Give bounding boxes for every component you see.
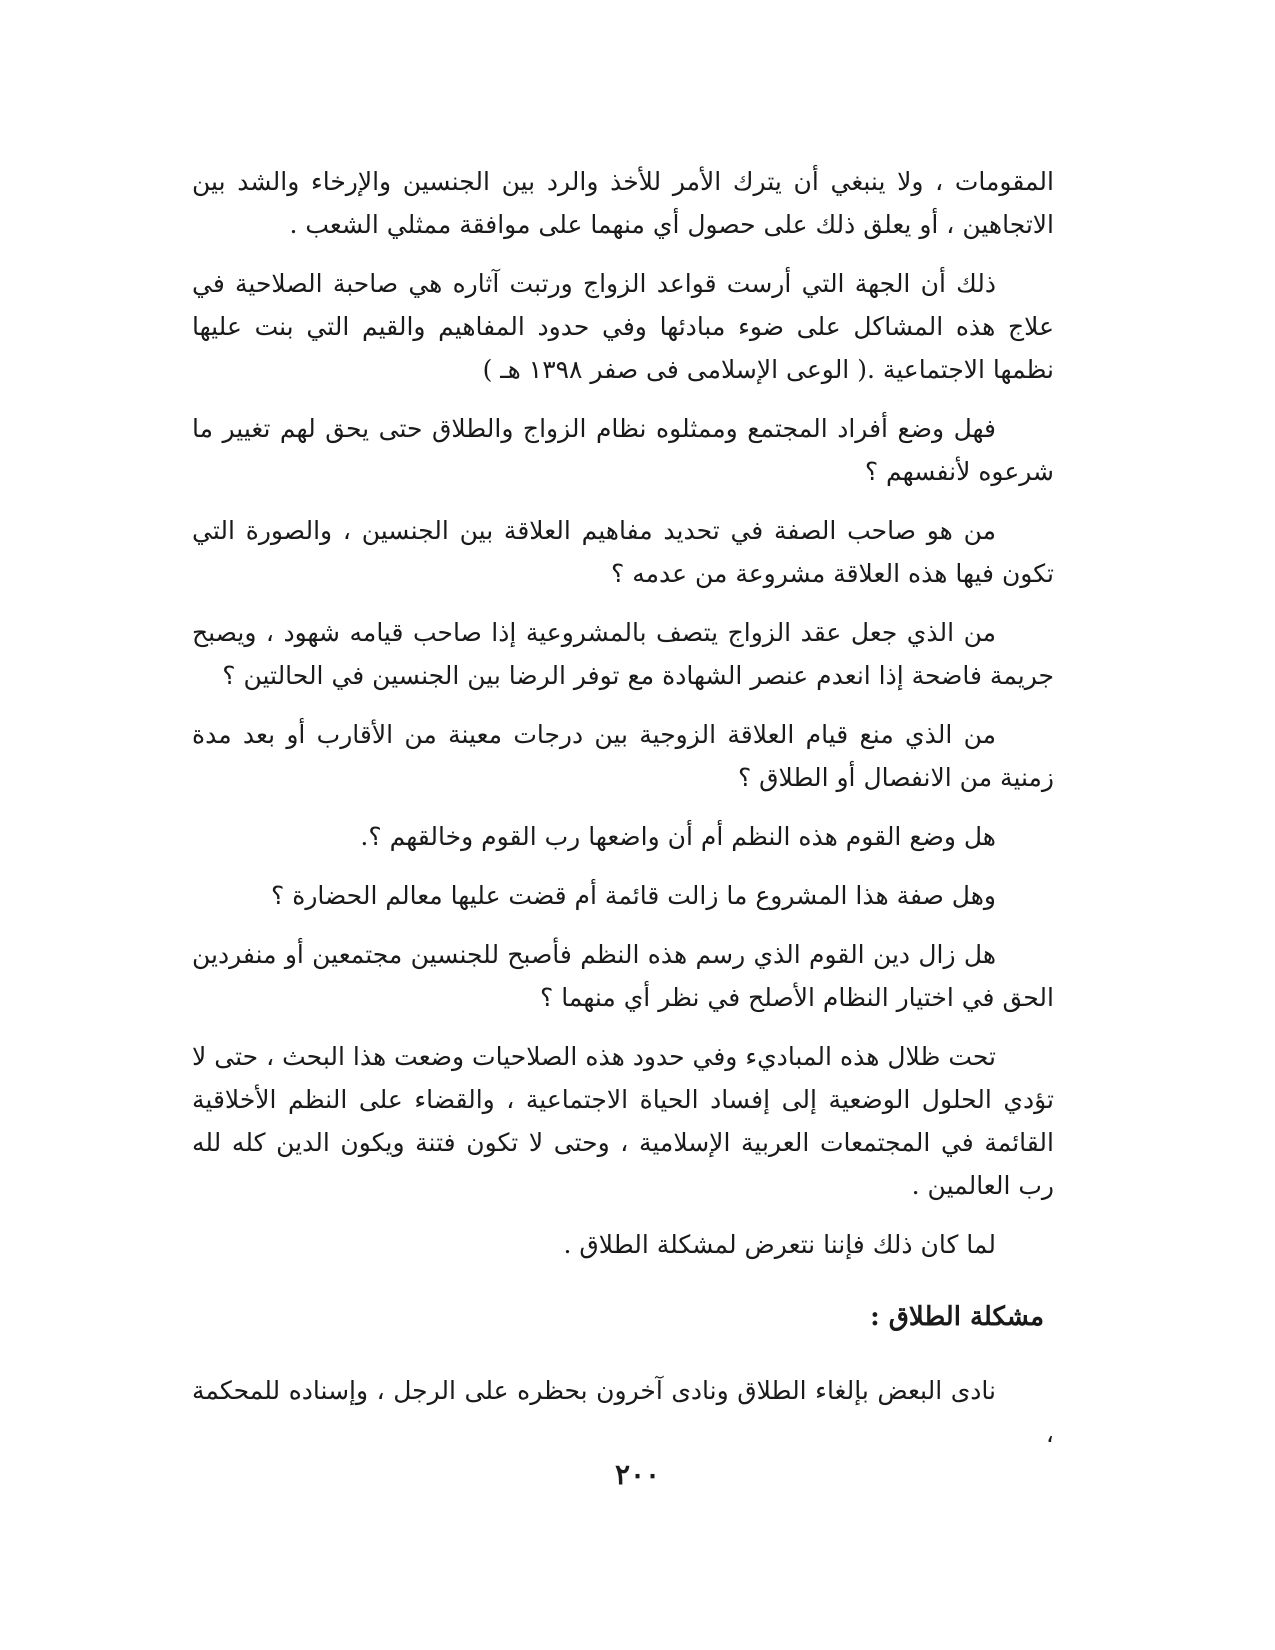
paragraph-authority: ذلك أن الجهة التي أرست قواعد الزواج ورتبت آثاره هي صاحبة الصلاحية في علاج هذه المشاكل على ضوء مبادئها وفي حدود المفاهيم والقيم التي بنت عليها نظمها الاجتماعية .( الوعى الإسلامى فى صفر ١٣٩٨ هـ ) <box>192 269 1054 384</box>
body-text <box>192 160 1054 1471</box>
paragraph-question-3: من الذي جعل عقد الزواج يتصف بالمشروعية إذا صاحب قيامه شهود ، ويصبح جريمة فاضحة إذا انعدم عنصر الشهادة مع توفر الرضا بين الجنسين في الحالتين ؟ <box>192 618 1054 690</box>
paragraph-question-5: هل وضع القوم هذه النظم أم أن واضعها رب القوم وخالقهم ؟. <box>360 822 996 851</box>
paragraph-question-2: من هو صاحب الصفة في تحديد مفاهيم العلاقة بين الجنسين ، والصورة التي تكون فيها هذه العلاقة مشروعة من عدمه ؟ <box>192 516 1054 588</box>
section-heading: مشكلة الطلاق : <box>870 1302 1044 1332</box>
paragraph-transition: لما كان ذلك فإننا نتعرض لمشكلة الطلاق . <box>563 1230 996 1259</box>
page-number: ٢٠٠ <box>614 1458 661 1491</box>
paragraph-final: نادى البعض بإلغاء الطلاق ونادى آخرون بحظره على الرجل ، وإسناده للمحكمة ، <box>192 1376 1054 1448</box>
paragraph-continuation: المقومات ، ولا ينبغي أن يترك الأمر للأخذ والرد بين الجنسين والإرخاء والشد بين الاتجاهين ، أو يعلق ذلك على حصول أي منهما على موافقة ممثلي الشعب . <box>192 167 1054 239</box>
paragraph-question-4: من الذي منع قيام العلاقة الزوجية بين درجات معينة من الأقارب أو بعد مدة زمنية من الانفصال أو الطلاق ؟ <box>192 720 1054 792</box>
paragraph-question-7: هل زال دين القوم الذي رسم هذه النظم فأصبح للجنسين مجتمعين أو منفردين الحق في اختيار النظام الأصلح في نظر أي منهما ؟ <box>192 940 1054 1012</box>
paragraph-question-6: وهل صفة هذا المشروع ما زالت قائمة أم قضت عليها معالم الحضارة ؟ <box>271 881 996 910</box>
paragraph-question-1: فهل وضع أفراد المجتمع وممثلوه نظام الزواج والطلاق حتى يحق لهم تغيير ما شرعوه لأنفسهم ؟ <box>192 414 1054 486</box>
paragraph-purpose: تحت ظلال هذه المباديء وفي حدود هذه الصلاحيات وضعت هذا البحث ، حتى لا تؤدي الحلول الوضعية إلى إفساد الحياة الاجتماعية ، والقضاء على النظم الأخلاقية القائمة في المجتمعات العربية الإسلامية ، وحتى لا تكون فتنة ويكون الدين كله لله رب العالمين . <box>192 1042 1054 1200</box>
